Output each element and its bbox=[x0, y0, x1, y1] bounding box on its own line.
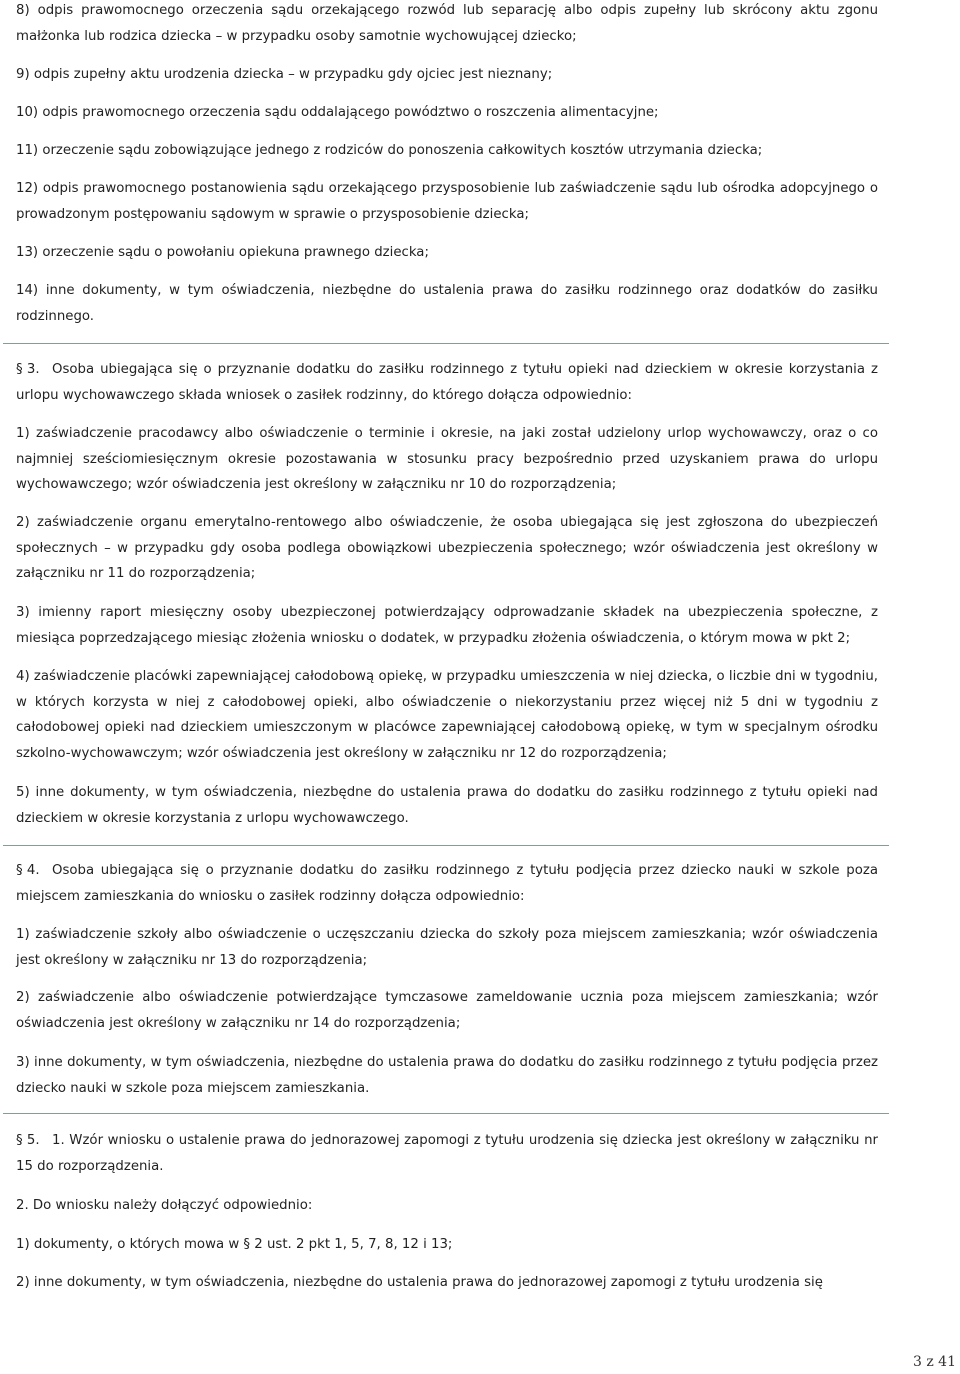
section-3-item-1: 1) zaświadczenie pracodawcy albo oświadczenie o terminie i okresie, na jaki został udzielony urlop wychowawczy, oraz o co najmniej sześciomiesięcznym okresie pozostawania w stosunku pracy bezpośrednio przed uzyskaniem prawa do urlopu wychowawczego; wzór oświadczenia jest określony w załączniku nr 10 do rozporządzenia; bbox=[16, 426, 878, 492]
section-symbol: § bbox=[16, 362, 23, 377]
section-3-item-3: 3) imienny raport miesięczny osoby ubezpieczonej potwierdzający odprowadzanie składek na ubezpieczenia społeczne, z miesiąca poprzedzającego miesiąc złożenia wniosku o dodatek, w przypadku złożenia oświadczenia, o którym mowa w pkt 2; bbox=[16, 605, 878, 646]
section-4-item-3: 3) inne dokumenty, w tym oświadczenia, niezbędne do ustalenia prawa do dodatku do zasiłku rodzinnego z tytułu podjęcia przez dziecko nauki w szkole poza miejscem zamieszkania. bbox=[16, 1055, 878, 1096]
section-symbol: § bbox=[16, 1133, 23, 1148]
section-divider bbox=[3, 343, 889, 344]
section-4-marker bbox=[16, 858, 52, 884]
section-3-item-4: 4) zaświadczenie placówki zapewniającej całodobową opiekę, w przypadku umieszczenia w niej dziecka, o liczbie dni w tygodniu, w których korzysta w niej z całodobowej opieki, albo oświadczenie o niekorzystaniu przez więcej niż 5 dni w tygodniu z całodobowej opieki nad dzieckiem umieszczonym w placówce zapewniającej całodobową opiekę, w tym w specjalnym ośrodku szkolno-wychowawczym; wzór oświadczenia jest określony w załączniku nr 12 do rozporządzenia; bbox=[16, 669, 878, 761]
section-divider bbox=[3, 845, 889, 846]
section-5-marker bbox=[16, 1128, 52, 1154]
section-text: Osoba ubiegająca się o przyznanie dodatku do zasiłku rodzinnego z tytułu opieki nad dzieckiem w okresie korzystania z urlopu wychowawczego składa wniosek o zasiłek rodzinny, do którego dołącza odpowiednio: bbox=[16, 362, 878, 403]
list-item-10: 10) odpis prawomocnego orzeczenia sądu oddalającego powództwo o roszczenia alimentacyjne; bbox=[16, 105, 659, 120]
section-5-item-2: 2) inne dokumenty, w tym oświadczenia, niezbędne do ustalenia prawa do jednorazowej zapomogi z tytułu urodzenia się bbox=[16, 1275, 823, 1290]
section-4-intro bbox=[16, 858, 878, 909]
section-text: 1. Wzór wniosku o ustalenie prawa do jednorazowej zapomogi z tytułu urodzenia się dziecka jest określony w załączniku nr 15 do rozporządzenia. bbox=[16, 1133, 878, 1174]
section-5-sub-2: 2. Do wniosku należy dołączyć odpowiednio: bbox=[16, 1198, 313, 1213]
section-number: 5. bbox=[26, 1133, 40, 1148]
section-number: 3. bbox=[26, 362, 40, 377]
list-item-13: 13) orzeczenie sądu o powołaniu opiekuna prawnego dziecka; bbox=[16, 245, 429, 260]
list-item-12: 12) odpis prawomocnego postanowienia sądu orzekającego przysposobienie lub zaświadczenie sądu lub ośrodka adopcyjnego o prowadzonym postępowaniu sądowym w sprawie o przysposobienie dziecka; bbox=[16, 181, 878, 222]
section-symbol: § bbox=[16, 863, 23, 878]
section-4-item-2: 2) zaświadczenie albo oświadczenie potwierdzające tymczasowe zameldowanie ucznia poza miejscem zamieszkania; wzór oświadczenia jest określony w załączniku nr 14 do rozporządzenia; bbox=[16, 990, 878, 1031]
section-3-item-5: 5) inne dokumenty, w tym oświadczenia, niezbędne do ustalenia prawa do dodatku do zasiłku rodzinnego z tytułu opieki nad dzieckiem w okresie korzystania z urlopu wychowawczego. bbox=[16, 785, 878, 826]
list-item-11: 11) orzeczenie sądu zobowiązujące jednego z rodziców do ponoszenia całkowitych kosztów utrzymania dziecka; bbox=[16, 143, 763, 158]
section-3-marker bbox=[16, 357, 52, 383]
list-item-9: 9) odpis zupełny aktu urodzenia dziecka – w przypadku gdy ojciec jest nieznany; bbox=[16, 67, 553, 82]
page-number: 3 z 41 bbox=[913, 1354, 956, 1370]
section-5-intro bbox=[16, 1128, 878, 1179]
section-text: Osoba ubiegająca się o przyznanie dodatku do zasiłku rodzinnego z tytułu podjęcia przez dziecko nauki w szkole poza miejscem zamieszkania do wniosku o zasiłek rodzinny dołącza odpowiednio: bbox=[16, 863, 878, 904]
section-number: 4. bbox=[26, 863, 40, 878]
section-3-item-2: 2) zaświadczenie organu emerytalno-rentowego albo oświadczenie, że osoba ubiegająca się jest zgłoszona do ubezpieczeń społecznych – w przypadku gdy osoba podlega obowiązkowi ubezpieczenia społecznego; wzór oświadczenia jest określony w załączniku nr 11 do rozporządzenia; bbox=[16, 515, 878, 581]
section-3-intro bbox=[16, 357, 878, 408]
section-4-item-1: 1) zaświadczenie szkoły albo oświadczenie o uczęszczaniu dziecka do szkoły poza miejscem zamieszkania; wzór oświadczenia jest określony w załączniku nr 13 do rozporządzenia; bbox=[16, 927, 878, 968]
section-divider bbox=[3, 1113, 889, 1114]
list-item-14: 14) inne dokumenty, w tym oświadczenia, niezbędne do ustalenia prawa do zasiłku rodzinnego oraz dodatków do zasiłku rodzinnego. bbox=[16, 283, 878, 324]
section-5-item-1: 1) dokumenty, o których mowa w § 2 ust. 2 pkt 1, 5, 7, 8, 12 i 13; bbox=[16, 1237, 453, 1252]
list-item-8: 8) odpis prawomocnego orzeczenia sądu orzekającego rozwód lub separację albo odpis zupełny lub skrócony aktu zgonu małżonka lub rodzica dziecka – w przypadku osoby samotnie wychowującej dziecko; bbox=[16, 3, 878, 44]
